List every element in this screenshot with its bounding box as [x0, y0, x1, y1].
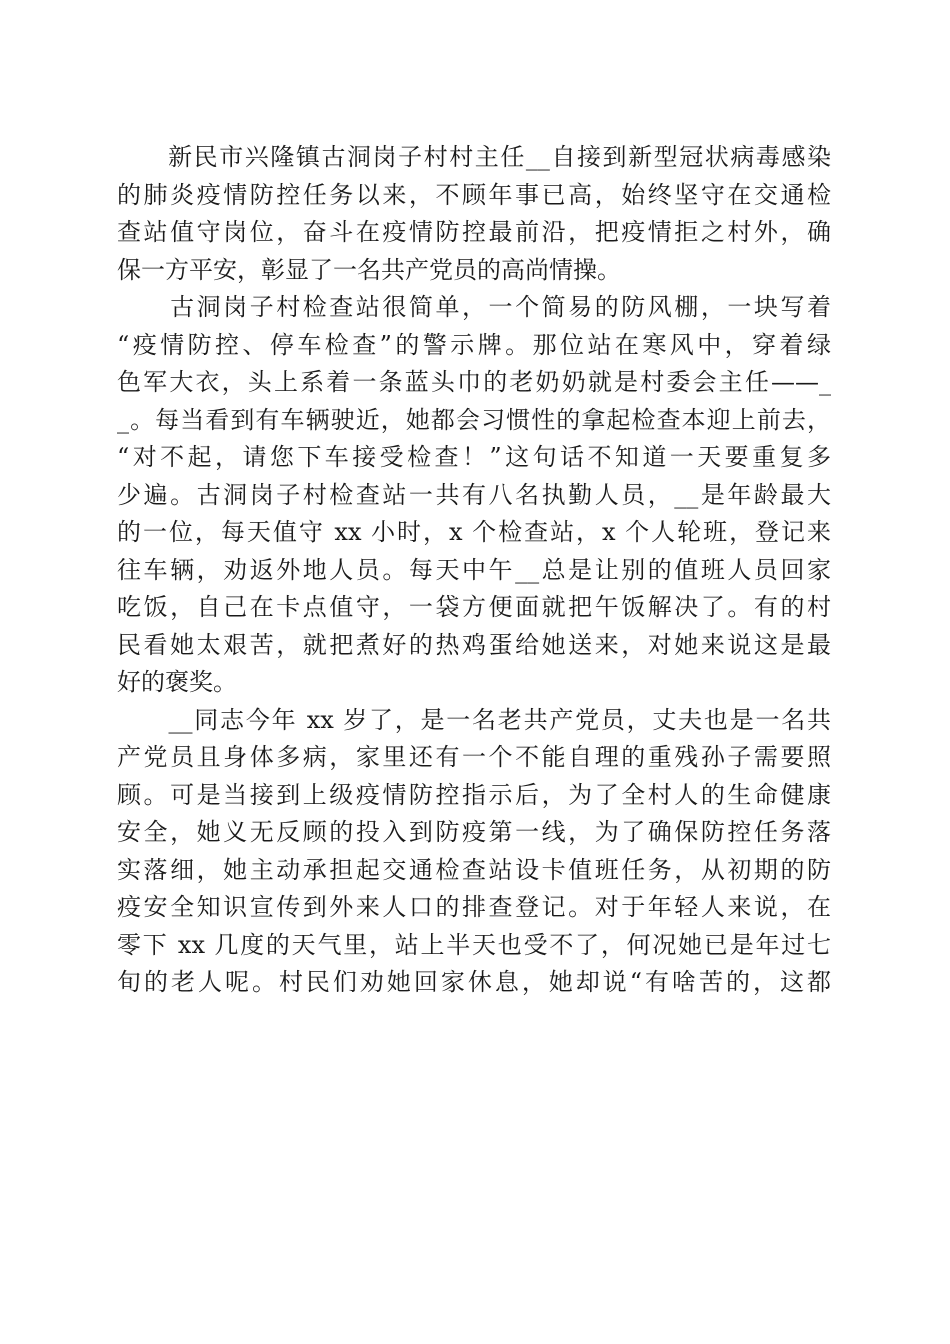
document-body: [117, 139, 831, 1002]
text-line: 色军大衣，头上系着一条蓝头巾的老奶奶就是村委会主任——_: [117, 368, 831, 396]
text-line: 零下 xx 几度的天气里，站上半天也受不了，何况她已是年过七: [117, 930, 831, 959]
paragraph-3: [117, 702, 831, 1002]
text-line: 吃饭，自己在卡点值守，一袋方便面就把午饭解决了。有的村: [117, 593, 831, 621]
text-line: “疫情防控、停车检查”的警示牌。那位站在寒风中，穿着绿: [117, 330, 831, 359]
text-line: “对不起，请您下车接受检查！”这句话不知道一天要重复多: [117, 443, 831, 471]
text-line: 民看她太艰苦，就把煮好的热鸡蛋给她送来，对她来说这是最: [117, 630, 831, 659]
text-line: 的一位，每天值守 xx 小时，x 个检查站，x 个人轮班，登记来: [117, 518, 831, 546]
text-line: 少遍。古洞岗子村检查站一共有八名执勤人员，__是年龄最大: [117, 480, 831, 509]
text-line: 产党员且身体多病，家里还有一个不能自理的重残孙子需要照: [117, 743, 831, 771]
text-line: __同志今年 xx 岁了，是一名老共产党员，丈夫也是一名共: [117, 705, 831, 734]
text-line: 好的褒奖。: [117, 668, 237, 696]
text-line: 旬的老人呢。村民们劝她回家休息，她却说“有啥苦的，这都: [117, 968, 831, 996]
text-line: _。每当看到有车辆驶近，她都会习惯性的拿起检查本迎上前去，: [117, 405, 831, 434]
text-line: 查站值守岗位，奋斗在疫情防控最前沿，把疫情拒之村外，确: [117, 218, 831, 246]
paragraph-2: [117, 289, 831, 702]
text-line: 古洞岗子村检查站很简单，一个简易的防风棚，一块写着: [117, 293, 831, 321]
paragraph-1: [117, 139, 831, 289]
text-line: 新民市兴隆镇古洞岗子村村主任__自接到新型冠状病毒感染: [117, 143, 831, 171]
text-line: 往车辆，劝返外地人员。每天中午__总是让别的值班人员回家: [117, 555, 831, 584]
text-line: 安全，她义无反顾的投入到防疫第一线，为了确保防控任务落: [117, 818, 831, 846]
text-line: 保一方平安，彰显了一名共产党员的高尚情操。: [117, 255, 621, 284]
text-line: 实落细，她主动承担起交通检查站设卡值班任务，从初期的防: [117, 855, 831, 884]
text-line: 疫安全知识宣传到外来人口的排查登记。对于年轻人来说，在: [117, 893, 831, 921]
text-line: 的肺炎疫情防控任务以来，不顾年事已高，始终坚守在交通检: [117, 180, 831, 209]
text-line: 顾。可是当接到上级疫情防控指示后，为了全村人的生命健康: [117, 780, 831, 809]
